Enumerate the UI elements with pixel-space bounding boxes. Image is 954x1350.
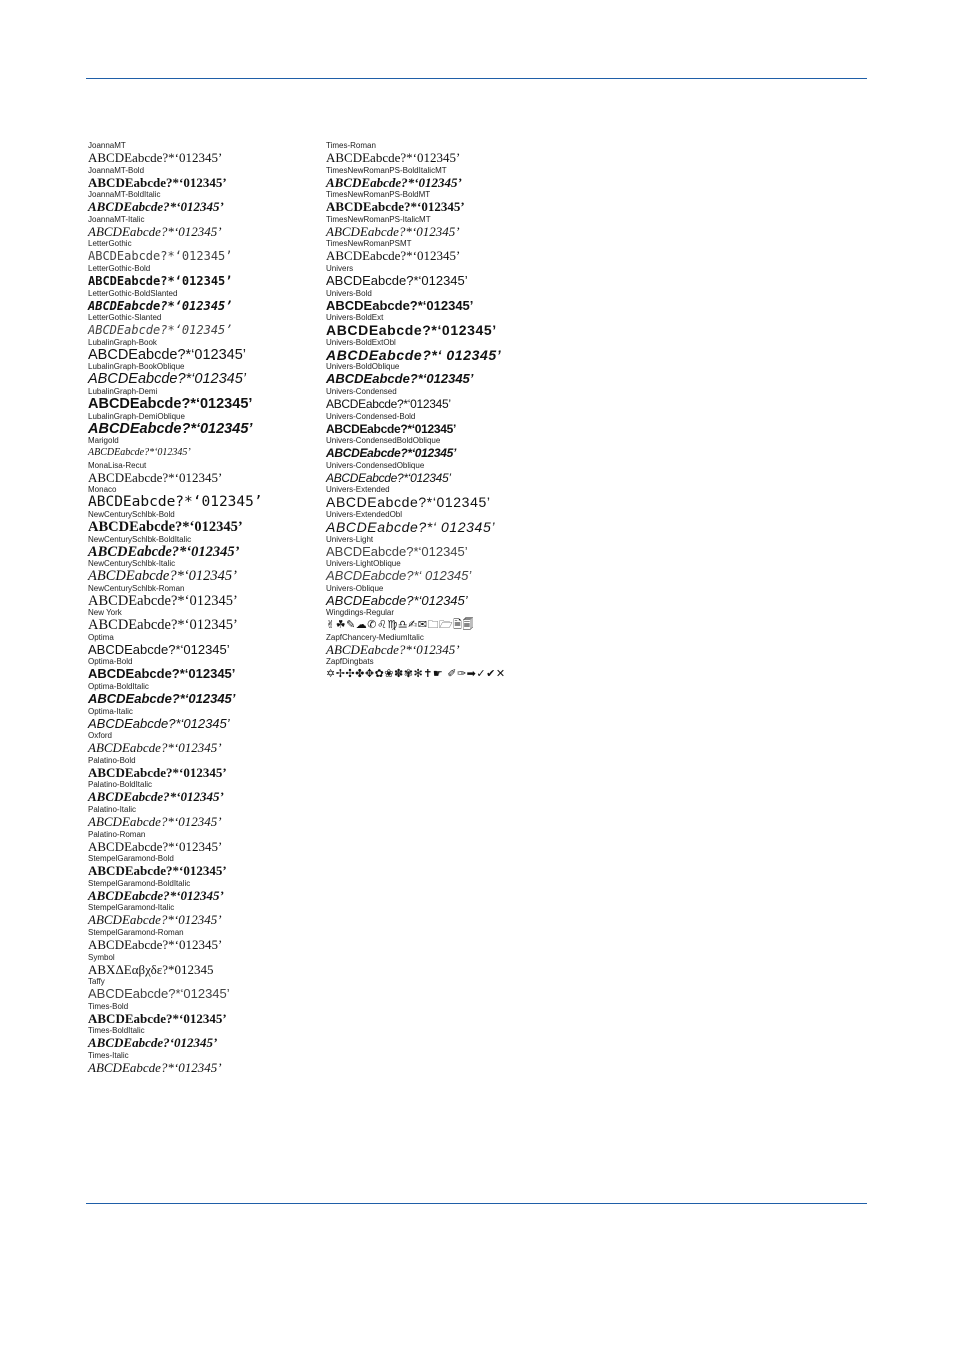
- font-sample: ABCDEabcde?*‘012345’: [326, 641, 460, 657]
- font-entry: [326, 510, 586, 535]
- font-sample: ABCDEabcde?*‘012345’: [326, 446, 457, 461]
- font-name: Univers-Condensed-Bold: [326, 411, 416, 421]
- font-name: NewCenturySchlbk-BoldItalic: [88, 534, 192, 544]
- font-name: NewCenturySchlbk-Bold: [88, 509, 175, 519]
- font-entry: [88, 485, 320, 510]
- font-entry: [88, 953, 320, 978]
- font-name: StempelGaramond-Roman: [88, 928, 184, 937]
- font-sample: ABCDEabcde?*‘012345’: [88, 691, 236, 707]
- font-sample: ABCDEabcde?*‘012345’: [88, 814, 222, 830]
- font-sample: ABCDEabcde?*‘012345’: [326, 248, 461, 264]
- font-entry: [326, 239, 586, 264]
- font-name: StempelGaramond-Bold: [88, 854, 174, 864]
- font-name: MonaLisa-Recut: [88, 460, 147, 470]
- font-entry: [88, 313, 320, 338]
- font-entry: [88, 510, 320, 535]
- font-sample: ABCDEabcde?*‘ 012345’: [326, 568, 472, 584]
- font-sample: ABCDEabcde?*‘012345’: [88, 887, 224, 903]
- font-name: LetterGothic-Bold: [88, 263, 151, 273]
- font-entry: [88, 141, 320, 166]
- font-sample: ABCDEabcde?*‘012345’: [326, 470, 451, 485]
- font-entry: [88, 289, 320, 314]
- font-sample: ABCDEabcde?*‘012345’: [88, 764, 227, 780]
- font-sample: ABCDEabcde?*‘012345’: [326, 272, 468, 288]
- font-name: Times-Bold: [88, 1001, 129, 1011]
- font-entry: [88, 387, 320, 412]
- font-entry: [88, 190, 320, 215]
- font-sample: ABCDEabcde?*‘012345’: [88, 518, 243, 535]
- font-name: Univers-BoldExtObl: [326, 337, 396, 347]
- font-sample: ABCDEabcde?*‘012345’: [88, 789, 224, 805]
- font-name: Palatino-Italic: [88, 805, 137, 815]
- zapf-dingbats-glyphs-icon: ✡✢✣✤✥✿❀✽✾✻✝☛ ✐✑➡✓✔✕: [326, 667, 506, 681]
- font-entry: [326, 535, 586, 560]
- font-entry: [326, 559, 586, 584]
- font-name: ZapfDingbats: [326, 657, 374, 667]
- font-sample: ABCDEabcde?*‘012345’: [88, 223, 222, 239]
- font-name: TimesNewRomanPSMT: [326, 239, 412, 249]
- font-entry: [326, 362, 586, 387]
- font-sample: ABCDEabcde?*‘012345’: [326, 421, 457, 436]
- font-sample: ΑΒΧΔΕαβχδε?*012345: [88, 961, 214, 977]
- font-sample: ABCDEabcde?*‘012345’: [88, 986, 230, 1002]
- font-name: TimesNewRomanPS-BoldMT: [326, 190, 431, 200]
- font-name: Times-Roman: [326, 141, 376, 150]
- font-entry: [326, 289, 586, 314]
- font-entry: [88, 608, 320, 633]
- font-entry: [88, 682, 320, 707]
- font-name: Univers-Oblique: [326, 583, 384, 593]
- font-entry: [88, 535, 320, 560]
- font-entry: [88, 731, 320, 756]
- font-sample: ABCDEabcde?*‘012345’: [88, 273, 233, 288]
- font-sample: ABCDEabcde?*‘012345’: [88, 568, 237, 585]
- font-entry: [88, 780, 320, 805]
- font-sample: ABCDEabcde?*‘012345’: [326, 371, 474, 387]
- font-name: LetterGothic-Slanted: [88, 313, 162, 323]
- font-entry: [88, 584, 320, 609]
- font-name: LubalinGraph-BookOblique: [88, 362, 185, 372]
- font-name: Univers-ExtendedObl: [326, 509, 403, 519]
- font-entry: [88, 461, 320, 486]
- font-name: StempelGaramond-BoldItalic: [88, 878, 191, 888]
- font-name: JoannaMT-Italic: [88, 214, 145, 224]
- font-name: LubalinGraph-Demi: [88, 386, 158, 396]
- font-name: Optima-Bold: [88, 657, 133, 667]
- font-name: Univers: [326, 263, 354, 273]
- font-entry: [326, 313, 586, 338]
- font-entry: [88, 436, 320, 461]
- font-entry: [88, 805, 320, 830]
- font-entry: [88, 239, 320, 264]
- font-entry: [88, 215, 320, 240]
- font-sample: ABCDEabcde?*‘012345’: [88, 1010, 227, 1026]
- font-name: LetterGothic: [88, 239, 132, 249]
- font-name: NewCenturySchlbk-Italic: [88, 559, 176, 569]
- font-name: Univers-Light: [326, 534, 374, 544]
- font-sample: ABCDEabcde?*‘012345’: [88, 395, 253, 412]
- font-name: Univers-BoldOblique: [326, 362, 400, 372]
- footer-rule: [86, 1203, 867, 1204]
- font-entry: [326, 584, 586, 609]
- font-entry: [326, 338, 586, 363]
- font-sample: ABCDEabcde?*‘012345’: [88, 199, 224, 215]
- font-sample: ABCDEabcde?*‘012345’: [326, 174, 462, 190]
- font-entry: [326, 215, 586, 240]
- font-sample: ABCDEabcde?*‘012345’: [88, 323, 233, 338]
- font-name: JoannaMT-Bold: [88, 165, 145, 175]
- font-sample: ABCDEabcde?*‘ 012345’: [326, 346, 502, 363]
- font-name: Taffy: [88, 977, 105, 987]
- font-entry: [88, 264, 320, 289]
- font-entry: [88, 1026, 320, 1051]
- font-name: Univers-CondensedBoldOblique: [326, 436, 441, 446]
- font-entry: [88, 338, 320, 363]
- font-sample: ABCDEabcde?*‘012345’: [88, 346, 246, 363]
- font-sample: ABCDEabcde?*‘012345’: [326, 150, 461, 165]
- font-sample: ABCDEabcde?*‘012345’: [326, 223, 460, 239]
- font-name: NewCenturySchlbk-Roman: [88, 583, 185, 593]
- font-sample: ABCDEabcde?*‘012345’: [326, 494, 491, 511]
- font-name: JoannaMT: [88, 141, 126, 150]
- font-entry: [326, 166, 586, 191]
- font-list-left: [88, 141, 320, 1076]
- font-entry: [88, 977, 320, 1002]
- font-sample: ABCDEabcde?*‘012345’: [88, 249, 233, 264]
- font-name: LubalinGraph-DemiOblique: [88, 411, 185, 421]
- font-sample: ABCDEabcde?*‘012345’: [88, 420, 253, 437]
- font-sample: ABCDEabcde?*‘012345’: [88, 592, 238, 609]
- font-entry: [88, 879, 320, 904]
- font-name: Palatino-Bold: [88, 755, 136, 765]
- font-name: Univers-LightOblique: [326, 559, 401, 569]
- font-sample: ABCDEabcde?*‘012345’: [326, 396, 451, 411]
- font-entry: [88, 756, 320, 781]
- font-entry: [326, 485, 586, 510]
- font-name: Optima-BoldItalic: [88, 682, 149, 692]
- font-entry: [88, 928, 320, 953]
- font-sample: ABCDEabcde?*‘012345’: [88, 863, 227, 879]
- font-name: Optima: [88, 632, 114, 642]
- font-entry: [88, 903, 320, 928]
- font-sample: ABCDEabcde?*‘ 012345’: [326, 518, 496, 535]
- font-name: Palatino-Roman: [88, 829, 146, 839]
- font-sample: ABCDEabcde?*‘012345’: [326, 199, 465, 215]
- font-sample: ABCDEabcde?‘012345’: [88, 1035, 218, 1051]
- font-sample: ABCDEabcde?*‘012345’: [88, 150, 223, 165]
- font-sample: ABCDEabcde?*‘012345’: [88, 740, 222, 756]
- font-name: JoannaMT-BoldItalic: [88, 190, 161, 200]
- font-entry: [326, 436, 586, 461]
- font-name: Wingdings-Regular: [326, 608, 395, 618]
- font-name: TimesNewRomanPS-BoldItalicMT: [326, 165, 447, 175]
- font-name: Univers-CondensedOblique: [326, 460, 425, 470]
- font-name: Marigold: [88, 436, 119, 446]
- font-sample: ABCDEabcde?*‘012345’: [326, 322, 497, 339]
- font-entry: [88, 657, 320, 682]
- font-sample: ABCDEabcde?*‘012345’: [88, 666, 236, 682]
- font-name: Optima-Italic: [88, 706, 133, 716]
- font-sample: ABCDEabcde?*‘012345’: [88, 469, 223, 485]
- font-entry: [88, 854, 320, 879]
- font-sample: ABCDEabcde?*‘012345’: [88, 912, 222, 928]
- font-name: TimesNewRomanPS-ItalicMT: [326, 214, 431, 224]
- font-entry: [88, 362, 320, 387]
- font-sample: ABCDEabcde?*‘012345’: [88, 494, 263, 511]
- font-sample: ABCDEabcde?*‘012345’: [326, 297, 474, 313]
- font-sample: ABCDEabcde?*‘012345’: [88, 617, 238, 634]
- font-name: Oxford: [88, 731, 113, 741]
- font-sample: ABCDEabcde?*‘012345’: [88, 174, 227, 190]
- font-name: Times-Italic: [88, 1050, 129, 1060]
- font-sample: ABCDEabcde?*‘012345’: [326, 543, 468, 559]
- font-name: Palatino-BoldItalic: [88, 780, 153, 790]
- font-entry: [326, 633, 586, 658]
- font-name: LubalinGraph-Book: [88, 337, 157, 347]
- font-name: Univers-Condensed: [326, 386, 397, 396]
- font-entry: [326, 387, 586, 412]
- font-entry: [326, 657, 586, 682]
- font-entry: [88, 633, 320, 658]
- font-entry: [88, 166, 320, 191]
- font-sample: ABCDEabcde?*‘012345’: [88, 543, 240, 560]
- font-entry: [326, 141, 586, 166]
- font-name: Symbol: [88, 952, 115, 962]
- font-name: New York: [88, 608, 122, 618]
- font-sample: ABCDEabcde?*‘012345’: [88, 371, 246, 388]
- font-entry: [88, 412, 320, 437]
- font-sample: ABCDEabcde?*‘012345’: [88, 1059, 222, 1075]
- font-entry: [326, 190, 586, 215]
- font-name: Times-BoldItalic: [88, 1026, 145, 1036]
- font-name: ZapfChancery-MediumItalic: [326, 632, 424, 642]
- font-sample: ABCDEabcde?*‘012345’: [88, 447, 191, 459]
- font-entry: [326, 264, 586, 289]
- font-sample: ABCDEabcde?*‘012345’: [88, 641, 230, 657]
- font-entry: [326, 412, 586, 437]
- font-entry: [326, 608, 586, 633]
- font-name: Univers-Bold: [326, 288, 372, 298]
- font-entry: [88, 1051, 320, 1076]
- font-list-right: [326, 141, 586, 682]
- font-entry: [88, 559, 320, 584]
- font-sample: ABCDEabcde?*‘012345’: [88, 715, 230, 731]
- font-sample: ABCDEabcde?*‘012345’: [326, 592, 468, 608]
- font-entry: [88, 707, 320, 732]
- header-rule: [86, 78, 867, 79]
- font-name: StempelGaramond-Italic: [88, 903, 175, 913]
- font-name: Univers-BoldExt: [326, 313, 384, 323]
- font-name: Univers-Extended: [326, 485, 390, 495]
- font-name: LetterGothic-BoldSlanted: [88, 288, 178, 298]
- font-sample: ABCDEabcde?*‘012345’: [88, 838, 223, 854]
- wingdings-glyphs-icon: ✌☘✎☁✆♌♍♎✍✉🗀🗁🗎🗐: [326, 618, 475, 632]
- font-entry: [326, 461, 586, 486]
- font-entry: [88, 1002, 320, 1027]
- font-sample: ABCDEabcde?*‘012345’: [88, 298, 233, 313]
- font-name: Monaco: [88, 485, 117, 495]
- font-sample: ABCDEabcde?*‘012345’: [88, 937, 223, 952]
- font-entry: [88, 830, 320, 855]
